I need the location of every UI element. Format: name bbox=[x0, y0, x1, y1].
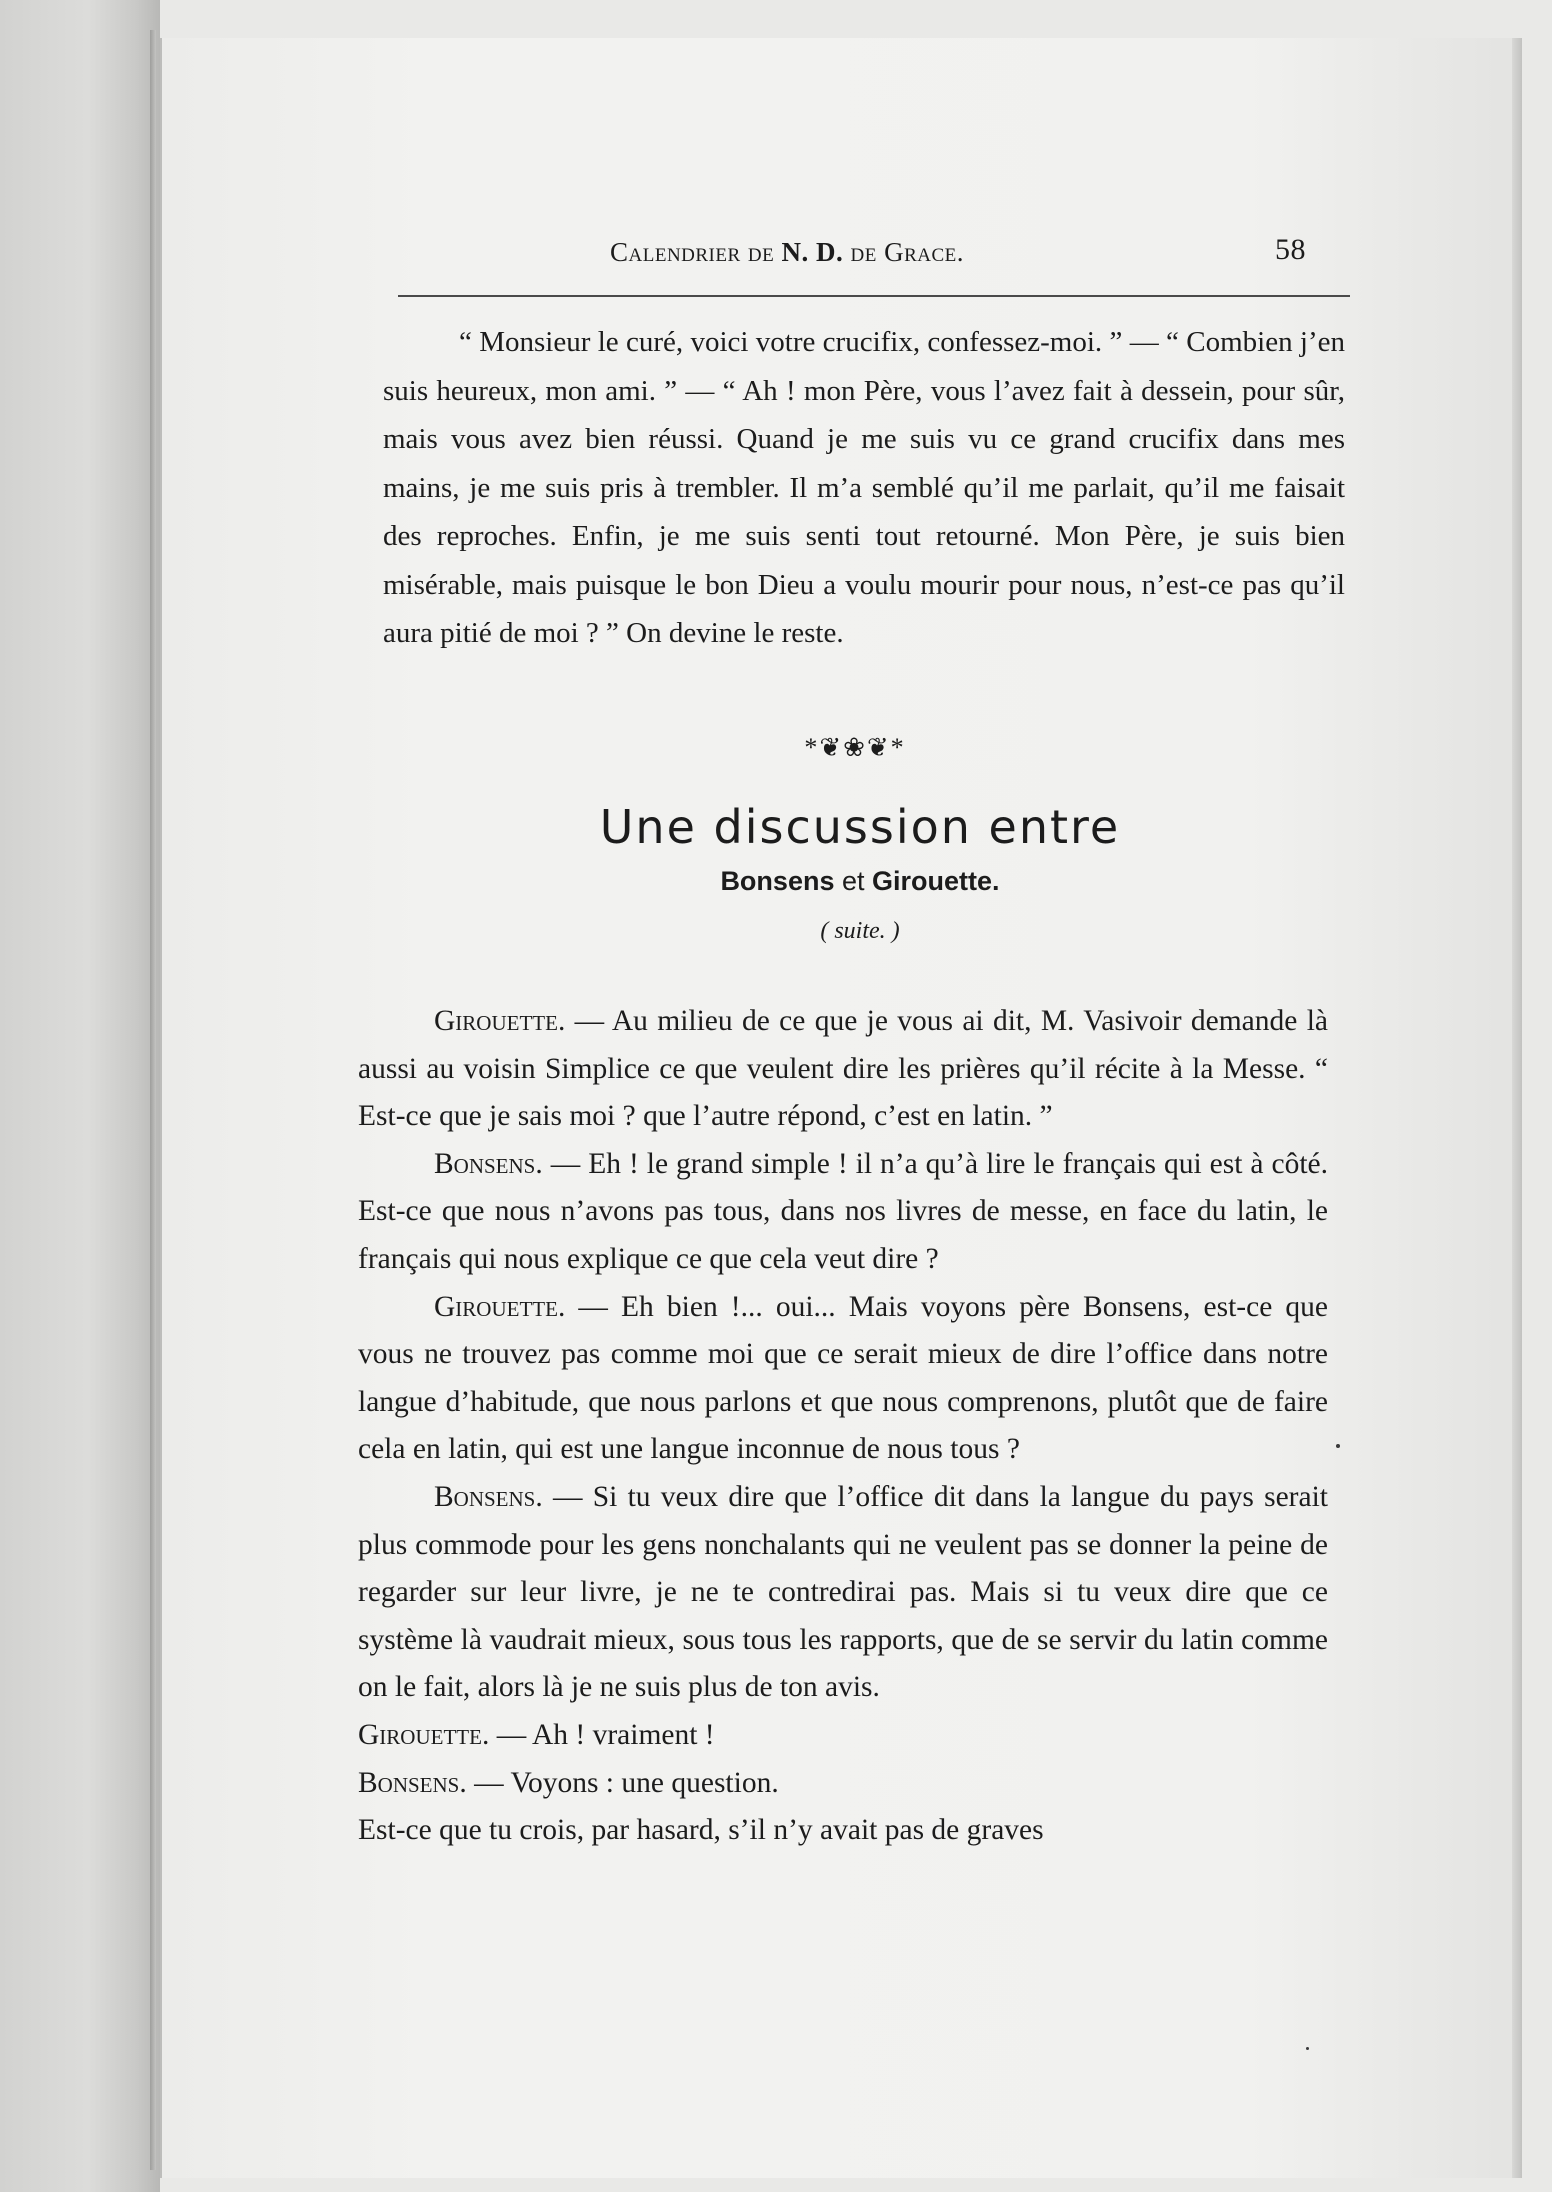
dialogue-text: — Eh ! le grand simple ! il n’a qu’à lire le français qui est à côté. Est-ce que nous n’avons pas tous, dans nos livres de messe, en face du latin, le français qui nous explique ce que cela veut dire ? bbox=[358, 1147, 1328, 1275]
dialogue-text: — Eh bien !... oui... Mais voyons père Bonsens, est-ce que vous ne trouvez pas comme moi que ce serait mieux de dire l’office dans notre langue d’habitude, que nous parlons et que nous comprenons, plutôt que de faire cela en latin, qui est une langue inconnue de nous tous ? bbox=[358, 1290, 1328, 1466]
dialogue-paragraph bbox=[358, 1141, 1328, 1284]
speaker-label: Bonsens. bbox=[358, 1766, 467, 1799]
subtitle-conjunction: et bbox=[841, 866, 865, 896]
speaker-label: Bonsens. bbox=[434, 1480, 543, 1513]
closing-line: Est-ce que tu crois, par hasard, s’il n’y avait pas de graves bbox=[358, 1814, 1044, 1847]
dialogue-paragraph bbox=[358, 1712, 1328, 1760]
running-head-title-part3: de Grace. bbox=[850, 237, 964, 267]
dialogue-text: — Si tu veux dire que l’office dit dans la langue du pays serait plus commode pour les gens nonchalants qui ne veulent pas se donner la peine de regarder sur leur livre, je ne te contredirai pas. Mais si tu veux dire que ce système là vaudrait mieux, sous tous les rapports, que de se servir du latin comme on le fait, alors là je ne suis plus de ton avis. bbox=[358, 1480, 1328, 1704]
facing-page-edge bbox=[0, 0, 160, 2192]
dialogue-block bbox=[358, 998, 1328, 1855]
article-subtitle bbox=[560, 866, 1160, 897]
scan-speck bbox=[1306, 2047, 1309, 2050]
dialogue-paragraph bbox=[358, 1284, 1328, 1474]
speaker-label: Girouette. bbox=[434, 1290, 566, 1323]
subtitle-name-2: Girouette. bbox=[872, 866, 1000, 896]
header-rule bbox=[398, 295, 1350, 297]
running-head-title-part2: N. D. bbox=[781, 237, 844, 267]
dialogue-paragraph bbox=[358, 1760, 1328, 1808]
dialogue-text: — Au milieu de ce que je vous ai dit, M. Vasivoir demande là aussi au voisin Simplice ce que veulent dire les prières qu’il récite à la Messe. “ Est-ce que je sais moi ? que l’autre répond, c’est en latin. ” bbox=[358, 1005, 1328, 1133]
running-head bbox=[450, 233, 1310, 277]
top-paragraph: “ Monsieur le curé, voici votre crucifix, confessez-moi. ” — “ Combien j’en suis heureux, mon ami. ” — “ Ah ! mon Père, vous l’avez fait à dessein, pour sûr, mais vous avez bien réussi. Quand je me suis vu ce grand crucifix dans mes mains, je me suis pris à trembler. Il m’a semblé qu’il me parlait, qu’il me faisait des reproches. Enfin, je me suis senti tout retourné. Mon Père, je suis bien misérable, mais puisque le bon Dieu a voulu mourir pour nous, n’est-ce pas qu’il aura pitié de moi ? ” On devine le reste. bbox=[383, 326, 1345, 649]
page-number: 58 bbox=[1275, 233, 1306, 266]
running-head-title bbox=[610, 237, 964, 268]
speaker-label: Girouette. bbox=[434, 1005, 566, 1037]
subtitle-name-1: Bonsens bbox=[720, 866, 835, 896]
running-head-title-part1: Calendrier de bbox=[610, 237, 775, 267]
section-ornament: *❦❀❦* bbox=[804, 733, 906, 762]
article-note: ( suite. ) bbox=[820, 918, 900, 944]
dialogue-text: — Voyons : une question. bbox=[466, 1766, 779, 1799]
speaker-label: Bonsens. bbox=[434, 1147, 543, 1180]
page-edge-shadow bbox=[1512, 38, 1522, 2178]
top-text-block bbox=[383, 318, 1345, 658]
article-title: Une discussion entre bbox=[599, 800, 1121, 854]
dialogue-paragraph bbox=[358, 1474, 1328, 1712]
speaker-label: Girouette. bbox=[358, 1718, 490, 1751]
gutter-shadow bbox=[150, 30, 156, 2170]
dialogue-paragraph bbox=[358, 998, 1328, 1141]
scan-speck bbox=[1336, 1444, 1340, 1448]
dialogue-text: — Ah ! vraiment ! bbox=[489, 1718, 715, 1751]
